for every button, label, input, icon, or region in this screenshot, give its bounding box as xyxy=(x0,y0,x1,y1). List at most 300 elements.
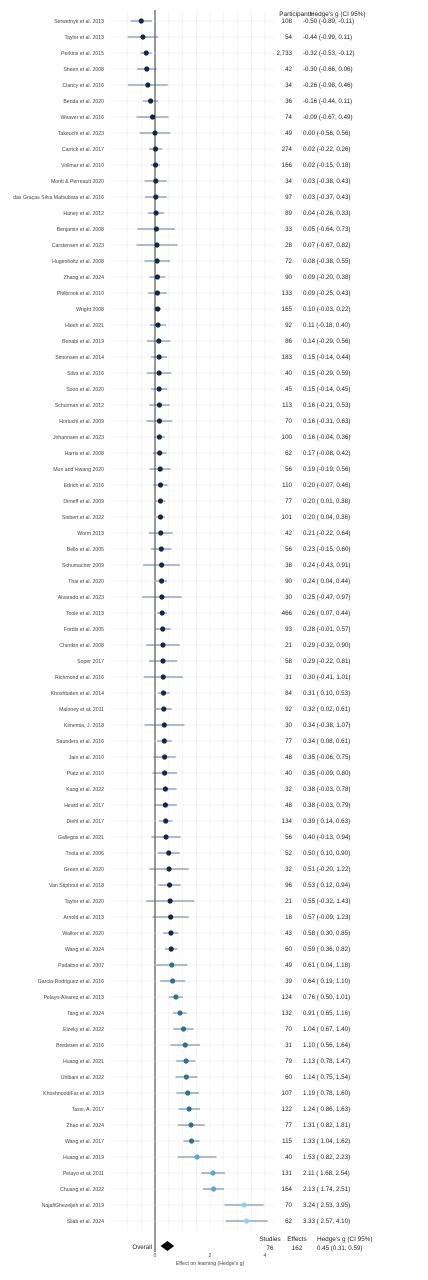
hedges-g-value: 0.15 (-0.14, 0.45) xyxy=(303,386,351,394)
study-label: Diehl et al. 2017 xyxy=(66,818,104,825)
study-label: Horiuchi et al. 2009 xyxy=(59,418,104,425)
study-label: Vollmar et al. 2010 xyxy=(61,162,104,169)
study-label: Sheen et al. 2008 xyxy=(63,66,104,73)
participants-value: 60 xyxy=(285,1074,292,1082)
effect-point xyxy=(157,354,162,359)
study-label: Siebert et al. 2022 xyxy=(61,514,104,521)
hedges-g-value: 0.05 (-0.64, 0.73) xyxy=(303,226,351,234)
participants-value: 38 xyxy=(285,562,292,570)
study-label: Tang et al. 2024 xyxy=(67,1010,104,1017)
overall-studies-count: 76 xyxy=(266,1245,274,1252)
study-row xyxy=(64,898,350,905)
study-row xyxy=(67,1010,350,1017)
hedges-g-value: 0.39 ( 0.14, 0.63) xyxy=(303,818,351,826)
participants-value: 122 xyxy=(281,1106,292,1114)
hedges-g-value: -0.09 (-0.67, 0.49) xyxy=(303,114,353,122)
effect-point xyxy=(156,338,161,343)
effect-point xyxy=(144,50,149,55)
effect-point xyxy=(168,898,173,903)
effect-point xyxy=(183,1042,188,1047)
study-row xyxy=(77,530,350,537)
hedges-g-value: 0.20 ( 0.01, 0.38) xyxy=(303,498,351,506)
hedges-g-value: 0.02 (-0.15, 0.18) xyxy=(303,162,351,170)
effect-point xyxy=(158,466,163,471)
overall-hedges-g-value: 0.45 (0.31, 0.59) xyxy=(317,1245,363,1252)
participants-value: 93 xyxy=(285,626,292,634)
participants-value: 31 xyxy=(285,674,292,682)
effect-point xyxy=(159,594,164,599)
study-label: das Graças Silva Matsubara et al. 2016 xyxy=(13,194,104,201)
hedges-g-value: 0.55 (-0.32, 1.43) xyxy=(303,898,351,906)
study-row xyxy=(65,946,350,953)
participants-value: 49 xyxy=(285,130,292,138)
participants-value: 72 xyxy=(285,258,292,266)
study-row xyxy=(61,162,350,169)
participants-value: 32 xyxy=(285,786,292,794)
study-row xyxy=(38,978,350,985)
hedges-g-value: 1.19 ( 0.78, 1.60) xyxy=(303,1090,351,1098)
participants-value: 48 xyxy=(285,802,292,810)
effect-point xyxy=(153,146,158,151)
study-row xyxy=(57,290,351,297)
effect-point xyxy=(158,498,163,503)
study-label: Serwetnyk et al. 2013 xyxy=(54,18,104,25)
header-studies: Studies xyxy=(259,1236,281,1243)
hedges-g-value: 0.00 (-0.56, 0.56) xyxy=(303,130,351,138)
study-row xyxy=(63,914,350,921)
hedges-g-value: 0.34 (-0.38, 1.07) xyxy=(303,722,351,730)
study-label: Schumacher 2009 xyxy=(61,562,104,569)
study-row xyxy=(64,802,350,809)
study-label: Toole et al. 2013 xyxy=(65,610,104,617)
hedges-g-value: 0.02 (-0.22, 0.26) xyxy=(303,146,351,154)
study-label: Padalino et al. 2007 xyxy=(58,962,104,969)
effect-point xyxy=(157,386,162,391)
study-row xyxy=(58,594,351,601)
hedges-g-value: 0.08 (-0.38, 0.55) xyxy=(303,258,351,266)
study-row xyxy=(66,610,350,617)
effect-point xyxy=(162,770,167,775)
study-row xyxy=(67,1122,351,1129)
hedges-g-value: 0.07 (-0.67, 0.82) xyxy=(303,242,351,250)
study-label: Taylor et al. 2020 xyxy=(64,898,104,905)
participants-value: 62 xyxy=(285,1218,292,1226)
study-row xyxy=(60,1186,350,1193)
study-row xyxy=(42,1202,350,1209)
participants-value: 31 xyxy=(285,1042,292,1050)
effect-point xyxy=(170,978,175,983)
study-row xyxy=(53,434,351,441)
effect-point xyxy=(155,274,160,279)
study-label: Platz et al. 2010 xyxy=(66,770,104,777)
participants-value: 166 xyxy=(281,162,292,170)
effect-point xyxy=(158,482,163,487)
study-row xyxy=(65,1138,350,1145)
study-label: Taylor et al. 2013 xyxy=(64,34,104,41)
hedges-g-value: 0.76 ( 0.50, 1.01) xyxy=(303,994,351,1002)
study-label: Tassi, A. 2017 xyxy=(71,1106,104,1113)
study-label: Philbrook et al. 2010 xyxy=(56,290,104,297)
hedges-g-value: 0.28 (-0.01, 0.57) xyxy=(303,626,351,634)
effect-point xyxy=(155,290,160,295)
study-label: Bello et al. 2005 xyxy=(66,546,104,553)
study-row xyxy=(63,66,352,73)
study-label: Edrich et al. 2016 xyxy=(63,482,104,489)
study-label: Zhang et al. 2024 xyxy=(63,274,104,281)
hedges-g-value: 0.21 (-0.22, 0.64) xyxy=(303,530,351,538)
study-row xyxy=(72,1106,350,1113)
study-label: Thai et al. 2020 xyxy=(68,578,104,585)
participants-value: 86 xyxy=(285,338,292,346)
hedges-g-value: 0.35 (-0.06, 0.75) xyxy=(303,754,351,762)
participants-value: 28 xyxy=(285,242,292,250)
effect-point xyxy=(163,786,168,791)
hedges-g-value: 0.16 (-0.04, 0.36) xyxy=(303,434,351,442)
plot-background xyxy=(128,10,266,1252)
effect-point xyxy=(163,802,168,807)
participants-value: 56 xyxy=(285,834,292,842)
hedges-g-value: 0.38 (-0.03, 0.79) xyxy=(303,802,351,810)
study-row xyxy=(77,658,350,665)
participants-value: 33 xyxy=(285,226,292,234)
study-label: Harris et al. 2008 xyxy=(64,450,104,457)
study-row xyxy=(52,242,351,249)
hedges-g-value: 2.13 ( 1.74, 2.51) xyxy=(303,1186,351,1194)
study-row xyxy=(51,690,351,697)
effect-point xyxy=(169,946,174,951)
participants-value: 34 xyxy=(285,178,292,186)
hedges-g-value: 0.20 ( 0.04, 0.36) xyxy=(303,514,351,522)
study-row xyxy=(76,306,350,313)
effect-point xyxy=(211,1186,216,1191)
study-row xyxy=(59,642,350,649)
study-label: Huang et al. 2021 xyxy=(63,1058,104,1065)
hedges-g-value: 0.59 ( 0.36, 0.82) xyxy=(303,946,351,954)
effect-point xyxy=(157,434,162,439)
participants-value: 49 xyxy=(285,962,292,970)
study-label: Haney et al. 2012 xyxy=(63,210,104,217)
participants-value: 131 xyxy=(281,1170,292,1178)
effect-point xyxy=(167,882,172,887)
effect-point xyxy=(158,514,163,519)
study-row xyxy=(63,210,350,217)
hedges-g-value: 0.23 (-0.15, 0.60) xyxy=(303,546,351,554)
effect-point xyxy=(154,210,159,215)
effect-point xyxy=(150,114,155,119)
effect-point xyxy=(139,18,144,23)
hedges-g-value: 0.58 ( 0.30, 0.85) xyxy=(303,930,351,938)
study-row xyxy=(55,674,351,681)
hedges-g-value: 0.29 (-0.32, 0.90) xyxy=(303,642,351,650)
participants-value: 97 xyxy=(285,194,292,202)
effect-point xyxy=(187,1106,192,1111)
study-label: Bredesen et al. 2016 xyxy=(56,1042,104,1049)
hedges-g-value: 0.38 (-0.03, 0.78) xyxy=(303,786,351,794)
participants-value: 84 xyxy=(285,690,292,698)
study-row xyxy=(62,514,350,521)
study-label: Heard et al. 2017 xyxy=(64,802,104,809)
participants-value: 36 xyxy=(285,98,292,106)
effect-point xyxy=(148,98,153,103)
study-row xyxy=(63,1058,350,1065)
hedges-g-value: 2.11 ( 1.68, 2.54) xyxy=(303,1170,350,1178)
study-label: Alvarado et al. 2023 xyxy=(57,594,104,601)
study-label: Cherikin et al. 2008 xyxy=(59,642,104,649)
participants-value: 18 xyxy=(285,914,292,922)
participants-value: 70 xyxy=(285,1026,292,1034)
x-tick-label: 0 xyxy=(153,1253,157,1259)
participants-value: 164 xyxy=(281,1186,292,1194)
participants-value: 77 xyxy=(285,498,292,506)
effect-point xyxy=(242,1202,247,1207)
hedges-g-value: 0.31 ( 0.10, 0.53) xyxy=(303,690,351,698)
hedges-g-value: 0.16 (-0.31, 0.63) xyxy=(303,418,351,426)
effect-point xyxy=(161,690,166,695)
study-row xyxy=(64,866,351,873)
study-label: Bonabi et al. 2019 xyxy=(62,338,104,345)
hedges-g-value: 0.40 (-0.13, 0.94) xyxy=(303,834,351,842)
study-label: Soper 2017 xyxy=(77,658,104,665)
study-row xyxy=(58,130,351,137)
participants-value: 2,733 xyxy=(276,50,292,58)
study-rows xyxy=(13,18,354,1225)
hedges-g-value: 0.09 (-0.25, 0.43) xyxy=(303,290,351,298)
study-row xyxy=(53,466,350,473)
effect-point xyxy=(161,674,166,679)
hedges-g-value: -0.26 (-0.98, 0.46) xyxy=(303,82,353,90)
study-label: Elzeky et al. 2022 xyxy=(63,1026,104,1033)
study-label: Uhlbani et al. 2022 xyxy=(60,1074,104,1081)
participants-value: 89 xyxy=(285,210,292,218)
study-row xyxy=(65,322,350,329)
study-label: Schurman et al. 2012 xyxy=(54,402,104,409)
hedges-g-value: 0.24 (-0.43, 0.91) xyxy=(303,562,351,570)
hedges-g-value: 1.53 ( 0.82, 2.23) xyxy=(303,1154,351,1162)
study-label: Wright 2008 xyxy=(76,306,104,313)
study-row xyxy=(59,706,350,713)
effect-point xyxy=(244,1218,249,1223)
study-label: Van Stiphout et al. 2018 xyxy=(49,882,104,889)
study-label: Khoshbaten et al. 2014 xyxy=(50,690,104,697)
hedges-g-value: 0.53 ( 0.12, 0.94) xyxy=(303,882,351,890)
effect-point xyxy=(153,178,158,183)
study-label: Arnold et al. 2013 xyxy=(63,914,104,921)
hedges-g-value: 0.32 ( 0.02, 0.61) xyxy=(303,706,351,714)
hedges-g-value: 0.20 (-0.07, 0.46) xyxy=(303,482,351,490)
hedges-g-value: 0.09 (-0.20, 0.38) xyxy=(303,274,351,282)
study-row xyxy=(49,882,350,889)
participants-value: 45 xyxy=(285,386,292,394)
study-label: NajafiGhezeljeh et al. 2019 xyxy=(41,1202,104,1209)
study-label: Carrick et al. 2017 xyxy=(61,146,104,153)
effect-point xyxy=(157,370,162,375)
hedges-g-value: 0.35 (-0.09, 0.80) xyxy=(303,770,351,778)
participants-value: 96 xyxy=(285,882,292,890)
study-row xyxy=(61,114,353,121)
hedges-g-value: 0.03 (-0.38, 0.43) xyxy=(303,178,351,186)
participants-value: 133 xyxy=(281,290,292,298)
study-row xyxy=(56,738,350,745)
study-label: Jain et al. 2010 xyxy=(68,754,104,761)
hedges-g-value: 0.29 (-0.22, 0.81) xyxy=(303,658,351,666)
study-label: Silab et al. 2024 xyxy=(66,1218,104,1225)
study-row xyxy=(62,82,352,89)
effect-point xyxy=(166,866,171,871)
study-row xyxy=(64,722,351,729)
study-row xyxy=(64,626,351,633)
hedges-g-value: 0.11 (-0.18, 0.40) xyxy=(303,322,351,330)
study-label: Fordis et al. 2005 xyxy=(63,626,104,633)
hedges-g-value: 1.14 ( 0.75, 1.54) xyxy=(303,1074,351,1082)
participants-value: 40 xyxy=(285,1154,292,1162)
effect-point xyxy=(181,1026,186,1031)
participants-value: 132 xyxy=(281,1010,292,1018)
study-row xyxy=(54,18,354,25)
effect-point xyxy=(166,850,171,855)
study-row xyxy=(62,338,350,345)
hedges-g-value: 0.19 (-0.19, 0.56) xyxy=(303,466,351,474)
hedges-g-value: 0.15 (-0.14, 0.44) xyxy=(303,354,351,362)
study-label: Benda et al. 2020 xyxy=(63,98,104,105)
participants-value: 70 xyxy=(285,418,292,426)
overall-diamond xyxy=(161,1241,175,1251)
effect-point xyxy=(194,1154,199,1159)
effect-point xyxy=(159,562,164,567)
study-row xyxy=(64,450,350,457)
x-axis-title: Effect on learning (Hedge's g) xyxy=(175,1261,245,1267)
study-label: Benjamin et al. 2008 xyxy=(56,226,104,233)
participants-value: 42 xyxy=(285,530,292,538)
effect-point xyxy=(159,546,164,551)
study-label: Weaver et al. 2016 xyxy=(60,114,104,121)
study-row xyxy=(62,562,351,569)
hedges-g-value: 0.10 (-0.03, 0.22) xyxy=(303,306,351,314)
study-row xyxy=(62,930,350,937)
effect-point xyxy=(161,706,166,711)
study-row xyxy=(51,178,351,185)
effect-point xyxy=(152,130,157,135)
hedges-g-value: -0.16 (-0.44, 0.11) xyxy=(303,98,353,106)
hedges-g-value: 0.16 (-0.21, 0.53) xyxy=(303,402,351,410)
effect-point xyxy=(168,930,173,935)
study-label: Wang et al. 2017 xyxy=(64,1138,104,1145)
study-row xyxy=(63,1154,350,1161)
effect-point xyxy=(163,834,168,839)
study-row xyxy=(58,962,350,969)
hedges-g-value: 3.33 ( 2.57, 4.10) xyxy=(303,1218,351,1226)
effect-point xyxy=(183,1058,188,1063)
overall-label: Overall xyxy=(132,1244,152,1251)
hedges-g-value: 0.61 ( 0.04, 1.18) xyxy=(303,962,351,970)
study-label: Chuang et al. 2022 xyxy=(60,1186,104,1193)
effect-point xyxy=(177,1010,182,1015)
participants-value: 107 xyxy=(281,1090,292,1098)
hedges-g-value: -0.44 (-0.99, 0.11) xyxy=(303,34,353,42)
effect-point xyxy=(145,82,150,87)
effect-point xyxy=(188,1122,193,1127)
study-label: Triola et al. 2006 xyxy=(65,850,104,857)
participants-value: 124 xyxy=(281,994,292,1002)
study-row xyxy=(64,34,352,41)
study-row xyxy=(56,1042,350,1049)
participants-value: 274 xyxy=(281,146,292,154)
effect-point xyxy=(140,34,145,39)
participants-value: 110 xyxy=(282,482,292,490)
effect-point xyxy=(160,658,165,663)
participants-value: 74 xyxy=(285,114,292,122)
effect-point xyxy=(163,818,168,823)
header-effects: Effects xyxy=(287,1236,307,1243)
participants-value: 101 xyxy=(281,514,292,522)
effect-point xyxy=(154,226,159,231)
participants-value: 92 xyxy=(285,706,292,714)
study-label: Kimemia, J. 2018 xyxy=(63,722,104,729)
participants-value: 32 xyxy=(285,866,292,874)
hedges-g-value: 0.25 (-0.47, 0.97) xyxy=(303,594,351,602)
participants-value: 90 xyxy=(285,274,292,282)
study-row xyxy=(66,386,350,393)
participants-value: 39 xyxy=(285,978,292,986)
hedges-g-value: 1.24 ( 0.86, 1.63) xyxy=(303,1106,351,1114)
effect-point xyxy=(153,162,158,167)
study-row xyxy=(55,354,350,361)
study-row xyxy=(58,834,351,841)
study-row xyxy=(68,578,350,585)
hedges-g-value: -0.50 (-0.89, -0.11) xyxy=(303,18,355,26)
hedges-g-value: 0.03 (-0.37, 0.43) xyxy=(303,194,351,202)
hedges-g-value: 0.26 ( 0.07, 0.44) xyxy=(303,610,351,618)
effect-point xyxy=(155,322,160,327)
effect-point xyxy=(155,306,160,311)
study-label: Takeuchi et al. 2023 xyxy=(57,130,104,137)
hedges-g-value: 0.17 (-0.08, 0.42) xyxy=(303,450,351,458)
hedges-g-value: 0.04 (-0.26, 0.33) xyxy=(303,210,351,218)
study-label: Saunders et al. 2016 xyxy=(56,738,104,745)
effect-point xyxy=(184,1074,189,1079)
effect-point xyxy=(144,66,149,71)
study-label: Perkins et al. 2015 xyxy=(61,50,104,57)
study-row xyxy=(64,274,351,281)
participants-value: 108 xyxy=(281,18,292,26)
study-row xyxy=(59,418,350,425)
study-label: Monti & Perreault 2020 xyxy=(50,178,104,185)
participants-value: 48 xyxy=(285,754,292,762)
participants-value: 60 xyxy=(285,946,292,954)
study-row xyxy=(57,226,351,233)
participants-value: 62 xyxy=(285,450,292,458)
study-label: Gallegos et al. 2021 xyxy=(57,834,104,841)
participants-value: 43 xyxy=(285,930,292,938)
study-label: Simonsen et al. 2014 xyxy=(55,354,104,361)
study-label: Wang et al. 2024 xyxy=(64,946,104,953)
study-row xyxy=(43,1090,350,1097)
participants-value: 113 xyxy=(282,402,292,410)
x-axis xyxy=(154,1253,267,1259)
effect-point xyxy=(185,1090,190,1095)
header-overall-hedges-g: Hedge's g (CI 95%) xyxy=(317,1236,373,1243)
participants-value: 70 xyxy=(285,1202,292,1210)
study-row xyxy=(69,754,351,761)
study-label: Kang et al. 2022 xyxy=(66,786,104,793)
effect-point xyxy=(160,626,165,631)
hedges-g-value: 0.15 (-0.29, 0.59) xyxy=(303,370,351,378)
effect-point xyxy=(162,722,167,727)
participants-value: 90 xyxy=(285,578,292,586)
effect-point xyxy=(173,994,178,999)
study-row xyxy=(66,850,351,857)
hedges-g-value: 0.57 (-0.09, 1.23) xyxy=(303,914,351,922)
hedges-g-value: 1.31 ( 0.82, 1.81) xyxy=(303,1122,351,1130)
